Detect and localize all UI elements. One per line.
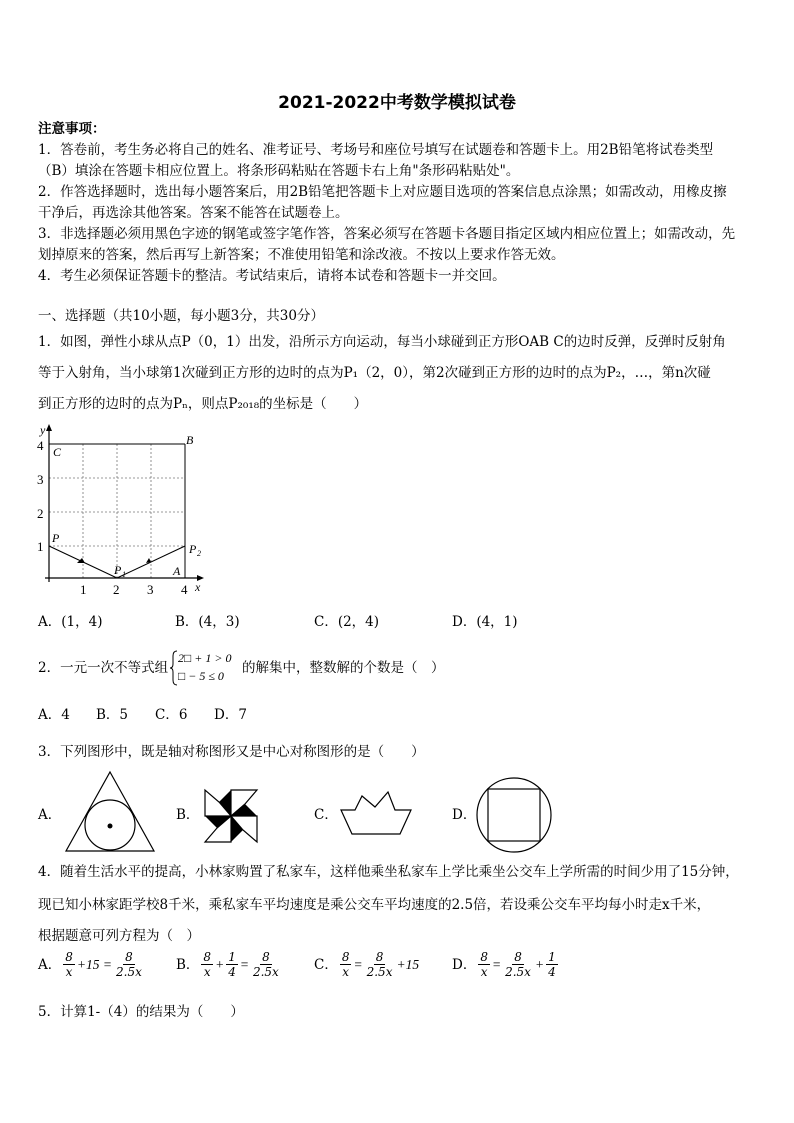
notice-heading: 注意事项： — [38, 121, 106, 137]
boat-figure — [338, 790, 414, 836]
q1-option-c[interactable]: C．(2，4) — [314, 614, 380, 630]
q5-text: 5．计算1-（4）的结果为（ ） — [38, 1004, 244, 1020]
section-heading: 一、选择题（共10小题，每小题3分，共30分） — [38, 308, 324, 324]
q1-option-a[interactable]: A．(1，4) — [38, 614, 103, 630]
fraction: $\frac{1}{4}$ — [228, 950, 236, 979]
q4-option-c[interactable] — [314, 950, 419, 979]
fraction: $\frac{8}{2.5x}$ — [252, 950, 279, 979]
q1-line: 等于入射角，当小球第1次碰到正方形的边时的点为P₁（2，0），第2次碰到正方形的边时的点为P₂，…，第n次碰 — [38, 365, 711, 381]
option-label: C． — [314, 956, 338, 973]
operator: = — [353, 956, 363, 972]
q3-option-c-label[interactable]: C． — [314, 807, 338, 823]
q3-option-a-label[interactable]: A． — [38, 807, 62, 823]
pinwheel-figure — [202, 787, 260, 845]
point-label-p1: P — [114, 563, 122, 577]
operator: +15 = — [76, 956, 112, 972]
q4-option-d[interactable] — [452, 950, 560, 979]
q2-inequality-1: 2□ + 1 > 0 — [178, 651, 232, 665]
fraction: $\frac{8}{2.5x}$ — [366, 950, 393, 979]
q2-prefix: 2．一元一次不等式组 — [38, 660, 169, 676]
q2-option-c[interactable]: C．6 — [155, 707, 188, 723]
x-axis-label: x — [195, 580, 201, 594]
operator: + — [534, 956, 545, 972]
fraction: $\frac{8}{2.5x}$ — [505, 950, 531, 979]
notice-line: 3．非选择题必须用黑色字迹的钢笔或签字笔作答，答案必须写在答题卡各题目指定区域内相应位置上；如需改动，先 — [38, 226, 736, 242]
fraction: $\frac{8}{2.5x}$ — [116, 950, 142, 979]
circle-square-figure — [475, 776, 553, 854]
q3-option-b-label[interactable]: B． — [176, 807, 200, 823]
notice-line: 4．考生必须保证答题卡的整洁。考试结束后，请将本试卷和答题卡一并交回。 — [38, 268, 506, 284]
q2-option-a[interactable]: A．4 — [38, 707, 70, 723]
q3-option-d-label[interactable]: D． — [452, 807, 477, 823]
point-label-c: C — [53, 445, 62, 459]
point-label-b: B — [186, 433, 194, 447]
x-tick-label: 1 — [80, 582, 87, 597]
q1-option-b[interactable]: B．(4，3) — [175, 614, 240, 630]
option-label: A． — [38, 956, 62, 973]
y-tick-label: 1 — [37, 539, 44, 554]
point-label-p1-sub: 1 — [122, 570, 126, 579]
notice-line: （B）填涂在答题卡相应位置上。将条形码粘贴在答题卡右上角"条形码粘贴处"。 — [38, 163, 520, 179]
point-label-p2-sub: 2 — [197, 549, 201, 558]
y-tick-label: 4 — [37, 438, 44, 453]
q4-option-a[interactable] — [38, 950, 146, 979]
x-tick-label: 3 — [147, 582, 154, 597]
q2-option-b[interactable]: B．5 — [96, 707, 129, 723]
notice-line: 划掉原来的答案，然后再写上新答案；不准使用铅笔和涂改液。不按以上要求作答无效。 — [38, 247, 565, 263]
point-label-a: A — [173, 564, 181, 578]
q1-line: 1．如图，弹性小球从点P（0，1）出发，沿所示方向运动，每当小球碰到正方形OAB C的边时反弹，反弹时反射角 — [38, 334, 726, 350]
operator: + — [215, 956, 225, 972]
q4-option-b[interactable] — [176, 950, 283, 979]
fraction: $\frac{1}{4}$ — [548, 950, 556, 979]
option-label: B． — [176, 956, 200, 973]
fraction: $\frac{8}{x}$ — [203, 950, 212, 979]
option-label: D． — [452, 956, 477, 973]
y-tick-label: 3 — [37, 472, 44, 487]
q2-suffix: 的解集中，整数解的个数是（ ） — [242, 660, 445, 676]
q1-option-d[interactable]: D．(4，1) — [452, 614, 518, 630]
fraction: $\frac{8}{x}$ — [480, 950, 488, 979]
q4-line: 根据题意可列方程为（ ） — [38, 928, 200, 944]
operator: = — [491, 956, 502, 972]
q4-line: 现已知小林家距学校8千米，乘私家车平均速度是乘公交车平均速度的2.5倍，若设乘公交车平均每小时走x千米， — [38, 897, 711, 913]
triangle-incircle-figure — [64, 770, 156, 854]
point-label-p2: P — [189, 542, 197, 556]
q4-line: 4．随着生活水平的提高，小林家购置了私家车，这样他乘坐私家车上学比乘坐公交车上学所需的时间少用了15分钟， — [38, 864, 739, 880]
brace-icon — [170, 650, 178, 686]
q2-inequality-2: □ − 5 ≤ 0 — [178, 669, 224, 683]
page-title: 2021-2022中考数学模拟试卷 — [278, 93, 516, 113]
y-tick-label: 2 — [37, 506, 44, 521]
operator: = — [239, 956, 249, 972]
q1-line: 到正方形的边时的点为Pₙ，则点P₂₀₁₈的坐标是（ ） — [38, 396, 368, 412]
notice-line: 1．答卷前，考生务必将自己的姓名、准考证号、考场号和座位号填写在试题卷和答题卡上。用2B铅笔将试卷类型 — [38, 142, 714, 158]
fraction: $\frac{8}{x}$ — [65, 950, 73, 979]
x-tick-label: 4 — [181, 582, 188, 597]
fraction: $\frac{8}{x}$ — [341, 950, 350, 979]
q1-square-figure — [30, 422, 220, 600]
q3-text: 3．下列图形中，既是轴对称图形又是中心对称图形的是（ ） — [38, 744, 425, 760]
point-label-p: P — [52, 531, 60, 545]
operator: +15 — [396, 956, 420, 972]
y-axis-label: y — [40, 423, 46, 437]
q2-option-d[interactable]: D．7 — [214, 707, 247, 723]
notice-line: 干净后，再选涂其他答案。答案不能答在试题卷上。 — [38, 205, 349, 221]
x-tick-label: 2 — [113, 582, 120, 597]
notice-line: 2．作答选择题时，选出每小题答案后，用2B铅笔把答题卡上对应题目选项的答案信息点涂黑；如需改动，用橡皮擦 — [38, 184, 727, 200]
